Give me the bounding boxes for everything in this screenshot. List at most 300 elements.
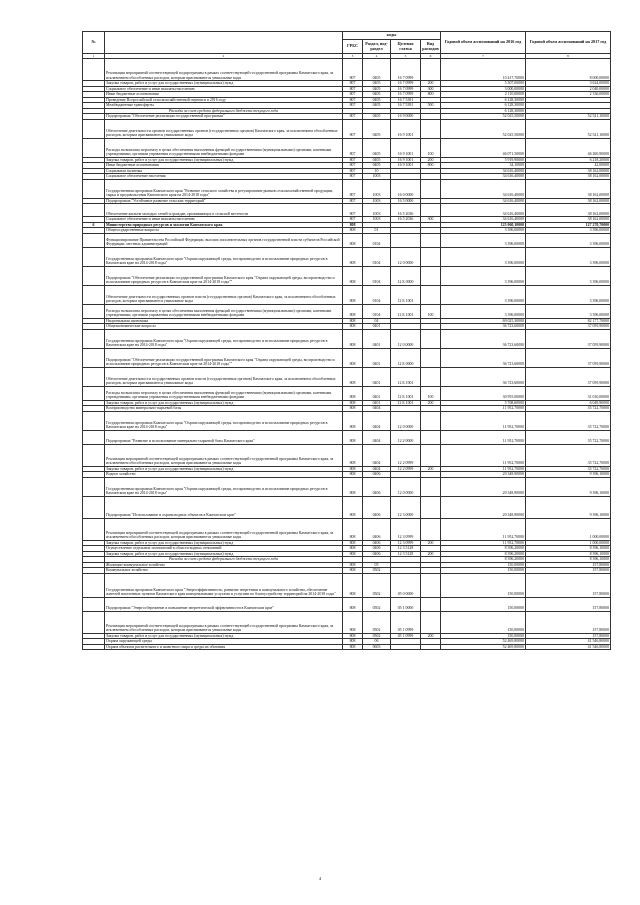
row-number	[83, 518, 105, 540]
row-section-code: 0104	[363, 285, 391, 304]
row-grbs-code: 808	[343, 597, 363, 611]
row-target-article: 16 0 0000	[391, 179, 421, 198]
row-grbs-code: 808	[343, 324, 363, 330]
table-row	[83, 179, 611, 198]
row-amount-2017: 8 396,10000	[526, 546, 611, 552]
row-amount-2016: 125 060,10000	[441, 222, 526, 228]
row-description: Иные бюджетные ассигнования	[105, 163, 343, 169]
row-expense-type: 200	[421, 157, 441, 163]
row-amount-2016: 11 952,70000	[441, 466, 526, 472]
row-amount-2017: 41 546,80000	[526, 639, 611, 645]
row-expense-type	[421, 329, 441, 348]
row-amount-2017: 38 162,00000	[526, 198, 611, 204]
row-amount-2016: 8 396,20000	[441, 546, 526, 552]
row-section-code: 0104	[363, 247, 391, 266]
row-section-code: 0405	[363, 119, 391, 138]
row-grbs-code: 808	[343, 430, 363, 444]
row-section-code: 0405	[363, 138, 391, 157]
row-amount-2017: 3 396,00000	[526, 233, 611, 247]
row-amount-2017: 38 162,00000	[526, 179, 611, 198]
row-section-code: 0404	[363, 430, 391, 444]
row-target-article: 12 3 0999	[391, 518, 421, 540]
row-number	[83, 348, 105, 367]
row-amount-2017: 3 396,00000	[526, 285, 611, 304]
row-amount-2017: 3 624,00000	[526, 81, 611, 87]
row-description: Общеэкономические вопросы	[105, 324, 343, 330]
row-number	[83, 444, 105, 466]
row-description: Жилищно-коммунальное хозяйство	[105, 562, 343, 568]
row-amount-2017: 35 722,70000	[526, 444, 611, 466]
row-amount-2016: 150,00000	[441, 633, 526, 639]
table-row	[83, 386, 611, 400]
row-amount-2016: 69 025,30000	[441, 318, 526, 324]
table-row	[83, 573, 611, 597]
header-codes: коды	[343, 32, 441, 40]
row-description: Проведение Всероссийской сельскохозяйственной переписи в 2016 году	[105, 97, 343, 103]
row-description: Подпрограмма "Устойчивое развитие сельских территорий"	[105, 198, 343, 204]
row-section-code: 0405	[363, 157, 391, 163]
row-amount-2016: 6 128,30000	[441, 97, 526, 103]
row-amount-2016: 11 952,70000	[441, 444, 526, 466]
row-expense-type	[421, 119, 441, 138]
row-expense-type: 200	[421, 633, 441, 639]
row-target-article: 16 7 5391	[391, 97, 421, 103]
row-description: Общегосударственные вопросы	[105, 228, 343, 234]
row-section-code: 0401	[363, 386, 391, 400]
row-grbs-code: 808	[343, 266, 363, 285]
row-amount-2017: 42,00000	[526, 163, 611, 169]
row-amount-2016: 5 919,90000	[441, 157, 526, 163]
row-target-article: 05 1 0999	[391, 633, 421, 639]
row-description: Реализация мероприятий соответствующей подпрограммы в рамках соответствующей государственной программы Камчатского края, за исключением обособленных расходов, которым присваиваются уникальные коды	[105, 444, 343, 466]
row-expense-type	[421, 204, 441, 217]
row-expense-type	[421, 644, 441, 650]
row-section-code: 0603	[363, 644, 391, 650]
row-expense-type: 200	[421, 400, 441, 406]
table-row	[83, 518, 611, 540]
header-vid: Вид расходов	[421, 40, 441, 54]
row-amount-2016: 3 396,00000	[441, 228, 526, 234]
row-amount-2016: 46 071,50000	[441, 138, 526, 157]
row-target-article: 16 7 0999	[391, 92, 421, 98]
row-section-code: 0401	[363, 400, 391, 406]
table-row	[83, 348, 611, 367]
row-target-article: 12 Б 1001	[391, 386, 421, 400]
table-row	[83, 411, 611, 430]
row-description: Подпрограмма "Обеспечение реализации государственной программы"	[105, 114, 343, 120]
table-row	[83, 444, 611, 466]
row-description: Расходы за счет средств федерального бюджета текущего года	[105, 557, 343, 563]
row-amount-2016: 34 616,40000	[441, 174, 526, 180]
column-number: 4	[363, 54, 391, 59]
row-amount-2017: 31 010,00000	[526, 386, 611, 400]
row-target-article: 16 7 0999	[391, 81, 421, 87]
row-amount-2016: 2 110,00000	[441, 92, 526, 98]
row-amount-2016: 11 952,70000	[441, 540, 526, 546]
row-amount-2016: 5 768,60000	[441, 400, 526, 406]
row-section-code: 0502	[363, 611, 391, 633]
row-expense-type: 800	[421, 163, 441, 169]
row-description: Реализация мероприятий соответствующей подпрограммы в рамках соответствующей государственной программы Камчатского края, за исключением обособленных расходов, которым присваиваются уникальные коды	[105, 611, 343, 633]
header-tselevaya: Целевая статья	[391, 40, 421, 54]
row-grbs-code: 807	[343, 163, 363, 169]
row-description: Подпрограмма "Использование и охрана водных объектов в Камчатском крае"	[105, 496, 343, 518]
row-grbs-code: 808	[343, 633, 363, 639]
row-description: Социальное обеспечение и иные выплаты населению	[105, 86, 343, 92]
row-amount-2017: 38 162,00000	[526, 204, 611, 217]
row-section-code: 0405	[363, 92, 391, 98]
header-sum-2016: Годовой объем ассигнований на 2016 год	[441, 32, 526, 54]
row-grbs-code: 808	[343, 222, 363, 228]
row-number	[83, 477, 105, 496]
row-expense-type: 200	[421, 540, 441, 546]
row-grbs-code: 808	[343, 400, 363, 406]
row-amount-2016: 3 396,00000	[441, 247, 526, 266]
row-section-code: 1003	[363, 174, 391, 180]
row-target-article: 16 7 0999	[391, 86, 421, 92]
row-number	[83, 233, 105, 247]
row-amount-2017: 9 396,10000	[526, 472, 611, 478]
row-number	[83, 204, 105, 217]
row-description: Социальная политика	[105, 168, 343, 174]
row-target-article	[391, 644, 421, 650]
row-section-code: 0502	[363, 633, 391, 639]
row-amount-2016: 8 396,20000	[441, 557, 526, 563]
row-amount-2017: 38 162,00000	[526, 174, 611, 180]
row-description: Обеспечение деятельности государственных органов власти (государственных органов) Камчатского края, за исключением обособленных расходов, которым присваиваются уникальные коды	[105, 367, 343, 386]
row-target-article: 12 3 5128	[391, 551, 421, 557]
row-grbs-code: 808	[343, 472, 363, 478]
row-amount-2017: 127 270,70000	[526, 222, 611, 228]
row-section-code: 0405	[363, 103, 391, 109]
row-number	[83, 411, 105, 430]
column-number: 7	[441, 54, 526, 59]
row-amount-2017: 35 722,70000	[526, 411, 611, 430]
table-header-row	[83, 32, 611, 40]
row-section-code: 0104	[363, 304, 391, 318]
row-grbs-code: 808	[343, 496, 363, 518]
row-expense-type	[421, 367, 441, 386]
row-amount-2017: 6 218,20000	[526, 157, 611, 163]
row-section-code: 0405	[363, 114, 391, 120]
row-section-code: 0404	[363, 444, 391, 466]
row-amount-2016: 34 616,40000	[441, 204, 526, 217]
row-expense-type: 200	[421, 81, 441, 87]
page-number: 4	[318, 876, 322, 881]
row-target-article: 12 Б 1001	[391, 400, 421, 406]
row-grbs-code: 808	[343, 551, 363, 557]
row-description: Закупка товаров, работ и услуг для государственных (муниципальных) нужд	[105, 466, 343, 472]
row-amount-2017: 9 396,10000	[526, 477, 611, 496]
row-amount-2017: 35 722,70000	[526, 430, 611, 444]
row-grbs-code: 807	[343, 119, 363, 138]
row-target-article: 05 0 0000	[391, 573, 421, 597]
row-target-article	[391, 233, 421, 247]
row-expense-type: 200	[421, 551, 441, 557]
row-expense-type	[421, 430, 441, 444]
row-grbs-code: 808	[343, 367, 363, 386]
row-section-code: 0406	[363, 540, 391, 546]
table-row	[83, 329, 611, 348]
row-amount-2017: 157,80000	[526, 573, 611, 597]
table-row	[83, 285, 611, 304]
row-grbs-code: 808	[343, 318, 363, 324]
row-grbs-code: 807	[343, 174, 363, 180]
row-section-code: 0406	[363, 546, 391, 552]
row-expense-type	[421, 477, 441, 496]
row-description: Водное хозяйство	[105, 472, 343, 478]
row-target-article: 12 0 0000	[391, 247, 421, 266]
table-row	[83, 367, 611, 386]
row-grbs-code: 807	[343, 217, 363, 223]
row-target-article: 05 1 0999	[391, 611, 421, 633]
row-description: Осуществление отдельных полномочий в области водных отношений	[105, 546, 343, 552]
row-amount-2017: 2 040,00000	[526, 86, 611, 92]
row-amount-2016: 3 000,00000	[441, 86, 526, 92]
column-number: 1	[83, 54, 105, 59]
row-target-article: 12 0 0000	[391, 477, 421, 496]
row-number	[83, 573, 105, 597]
row-description: Функционирование Правительства Российской Федерации, высших исполнительных органов государственной власти субъектов Российской Федерации, местных администраций	[105, 233, 343, 247]
table-row	[83, 496, 611, 518]
row-amount-2016: 11 952,70000	[441, 430, 526, 444]
row-expense-type: 300	[421, 86, 441, 92]
row-amount-2016: 11 952,70000	[441, 411, 526, 430]
row-grbs-code: 808	[343, 568, 363, 574]
row-amount-2017: 3 396,00000	[526, 228, 611, 234]
table-row	[83, 233, 611, 247]
row-description: Подпрограмма "Обеспечение реализации государственной программы Камчатского края "Охрана окружающей среды, воспроизводство и использование природных ресурсов в Камчатском крае на 2014-2018 годы""	[105, 266, 343, 285]
row-amount-2016: 6 128,30000	[441, 108, 526, 114]
row-description: Закупка товаров, работ и услуг для государственных (муниципальных) нужд	[105, 81, 343, 87]
row-amount-2017: 1 000,00000	[526, 518, 611, 540]
row-description: Социальное обеспечение и иные выплаты населению	[105, 217, 343, 223]
row-expense-type	[421, 285, 441, 304]
row-amount-2016: 36 723,60000	[441, 348, 526, 367]
row-section-code: 0404	[363, 406, 391, 412]
row-grbs-code: 808	[343, 228, 363, 234]
row-target-article: 12 3 0999	[391, 540, 421, 546]
row-section-code: 10	[363, 168, 391, 174]
row-section-code: 0405	[363, 81, 391, 87]
row-amount-2017: 38 162,00000	[526, 168, 611, 174]
row-amount-2017: 52 521,10000	[526, 114, 611, 120]
row-description: Государственная программа Камчатского края "Охрана окружающей среды, воспроизводство и использование природных ресурсов в Камчатском крае на 2014-2018 годы"	[105, 247, 343, 266]
row-grbs-code: 808	[343, 411, 363, 430]
row-section-code: 0401	[363, 367, 391, 386]
row-expense-type	[421, 496, 441, 518]
row-section-code: 0404	[363, 411, 391, 430]
row-target-article: 16 7 5391	[391, 103, 421, 109]
row-amount-2017: 2 336,00000	[526, 92, 611, 98]
table-row	[83, 138, 611, 157]
row-section-code: 0502	[363, 568, 391, 574]
row-expense-type	[421, 597, 441, 611]
row-number	[83, 367, 105, 386]
row-amount-2017: 157,80000	[526, 562, 611, 568]
row-grbs-code: 808	[343, 562, 363, 568]
row-number	[83, 644, 105, 650]
row-grbs-code: 807	[343, 114, 363, 120]
row-number	[83, 119, 105, 138]
row-number	[83, 304, 105, 318]
row-expense-type: 800	[421, 92, 441, 98]
column-number: 6	[421, 54, 441, 59]
row-amount-2017: 157,80000	[526, 568, 611, 574]
row-amount-2017: 1 000,00000	[526, 540, 611, 546]
table-row	[83, 247, 611, 266]
row-amount-2016: 20 348,90000	[441, 477, 526, 496]
row-section-code: 0406	[363, 518, 391, 540]
row-grbs-code: 808	[343, 644, 363, 650]
row-section-code: 0406	[363, 496, 391, 518]
row-number	[83, 59, 105, 81]
row-expense-type	[421, 233, 441, 247]
row-grbs-code: 808	[343, 406, 363, 412]
row-section-code: 0406	[363, 551, 391, 557]
row-section-code: 1003	[363, 198, 391, 204]
row-amount-2016: 3 396,00000	[441, 266, 526, 285]
row-amount-2016: 34 616,40000	[441, 198, 526, 204]
row-expense-type	[421, 573, 441, 597]
row-amount-2017: 37 059,90000	[526, 348, 611, 367]
row-grbs-code: 808	[343, 466, 363, 472]
row-grbs-code: 808	[343, 639, 363, 645]
row-amount-2016: 150,00000	[441, 568, 526, 574]
row-description: Коммунальное хозяйство	[105, 568, 343, 574]
row-grbs-code: 807	[343, 198, 363, 204]
row-amount-2016: 20 348,90000	[441, 496, 526, 518]
row-expense-type	[421, 518, 441, 540]
row-number	[83, 266, 105, 285]
row-grbs-code: 807	[343, 168, 363, 174]
row-amount-2016: 150,00000	[441, 573, 526, 597]
row-expense-type	[421, 247, 441, 266]
row-target-article: 16 9 1001	[391, 163, 421, 169]
row-target-article: 12 2 0999	[391, 466, 421, 472]
row-grbs-code: 808	[343, 477, 363, 496]
row-grbs-code: 808	[343, 233, 363, 247]
row-amount-2016: 3 396,00000	[441, 285, 526, 304]
row-number	[83, 430, 105, 444]
table-row	[83, 477, 611, 496]
row-number: 6	[83, 222, 105, 228]
row-section-code: 1003	[363, 179, 391, 198]
row-target-article: 05 1 0000	[391, 597, 421, 611]
row-expense-type	[421, 266, 441, 285]
row-section-code: 0405	[363, 86, 391, 92]
row-description: Закупка товаров, работ и услуг для государственных (муниципальных) нужд	[105, 157, 343, 163]
row-description: Расходы на выплаты персоналу в целях обеспечения выполнения функций государственными (муниципальными) органами, казенными учреждениями, органами управления государственными внебюджетными фондами	[105, 304, 343, 318]
row-amount-2017: 6 049,90000	[526, 400, 611, 406]
row-section-code: 0406	[363, 472, 391, 478]
row-amount-2017: 82 177,70000	[526, 318, 611, 324]
row-amount-2017: 3 396,00000	[526, 304, 611, 318]
row-amount-2017: 46 260,90000	[526, 138, 611, 157]
row-description: Подпрограмма "Развитие и использование минерально-сырьевой базы Камчатского края"	[105, 430, 343, 444]
row-amount-2016: 30 955,00000	[441, 386, 526, 400]
row-description: Межбюджетные трансферты	[105, 103, 343, 109]
row-amount-2016: 52 469,80000	[441, 644, 526, 650]
row-amount-2017: 37 059,90000	[526, 329, 611, 348]
row-grbs-code: 808	[343, 546, 363, 552]
row-target-article: 16 5 2036	[391, 217, 421, 223]
row-section-code: 0401	[363, 329, 391, 348]
row-grbs-code: 807	[343, 157, 363, 163]
row-amount-2016: 36 723,60000	[441, 367, 526, 386]
row-section-code: 1003	[363, 204, 391, 217]
row-amount-2016: 3 396,00000	[441, 233, 526, 247]
row-section-code: 0404	[363, 466, 391, 472]
row-section-code: 0405	[363, 163, 391, 169]
row-description: Обеспечение деятельности органов государственных органов (государственных органов) Камчатского края, за исключением обособленных расходов, которым присваиваются уникальные коды	[105, 119, 343, 138]
row-amount-2017: 35 722,70000	[526, 406, 611, 412]
column-number: 2	[105, 54, 343, 59]
row-description: Обеспечение деятельности государственных органов власти (государственных органов) Камчатского края, за исключением обособленных расходов, которым присваиваются уникальные коды	[105, 285, 343, 304]
row-expense-type	[421, 444, 441, 466]
row-target-article: 12 3 0000	[391, 496, 421, 518]
row-grbs-code: 807	[343, 103, 363, 109]
row-expense-type: 100	[421, 386, 441, 400]
header-grbs: ГРБС	[343, 40, 363, 54]
row-description: Расходы за счет средств федерального бюджета текущего года	[105, 108, 343, 114]
row-expense-type	[421, 348, 441, 367]
row-grbs-code: 808	[343, 329, 363, 348]
row-grbs-code: 807	[343, 92, 363, 98]
row-amount-2016: 5 307,00000	[441, 81, 526, 87]
row-amount-2017: 8 396,10000	[526, 551, 611, 557]
row-amount-2016: 36 723,60000	[441, 324, 526, 330]
row-description: Закупка товаров, работ и услуг для государственных (муниципальных) нужд	[105, 633, 343, 639]
row-target-article: 16 9 1001	[391, 157, 421, 163]
row-amount-2017: 41 546,80000	[526, 644, 611, 650]
row-grbs-code: 808	[343, 348, 363, 367]
row-target-article: 12 0 0000	[391, 411, 421, 430]
row-amount-2017: 35 722,70000	[526, 466, 611, 472]
row-amount-2016: 34 616,40000	[441, 217, 526, 223]
column-number: 5	[391, 54, 421, 59]
row-description: Государственная программа Камчатского края "Охрана окружающей среды, воспроизводство и использование природных ресурсов в Камчатском крае на 2014-2018 годы"	[105, 411, 343, 430]
header-description	[105, 32, 343, 54]
table-row	[83, 611, 611, 633]
row-target-article: 12 3 5128	[391, 546, 421, 552]
row-expense-type: 100	[421, 138, 441, 157]
row-section-code: 05	[363, 562, 391, 568]
row-description: Иные бюджетные ассигнования	[105, 92, 343, 98]
row-grbs-code: 807	[343, 81, 363, 87]
row-grbs-code: 807	[343, 204, 363, 217]
row-section-code: 06	[363, 639, 391, 645]
row-amount-2016: 36 723,60000	[441, 329, 526, 348]
row-section-code: 0104	[363, 266, 391, 285]
row-number	[83, 247, 105, 266]
row-section-code: 0104	[363, 233, 391, 247]
row-amount-2017: 37 059,90000	[526, 367, 611, 386]
row-grbs-code: 808	[343, 247, 363, 266]
row-grbs-code: 807	[343, 138, 363, 157]
row-amount-2017: 157,80000	[526, 611, 611, 633]
table-row	[83, 119, 611, 138]
row-amount-2017: 9 396,10000	[526, 496, 611, 518]
row-amount-2016: 10 417,70000	[441, 59, 526, 81]
table-row	[83, 204, 611, 217]
row-number	[83, 179, 105, 198]
header-num: №	[83, 32, 105, 54]
row-amount-2017: 37 059,90000	[526, 324, 611, 330]
row-target-article: 16 9 1001	[391, 119, 421, 138]
row-amount-2016: 150,00000	[441, 611, 526, 633]
row-expense-type: 300	[421, 217, 441, 223]
